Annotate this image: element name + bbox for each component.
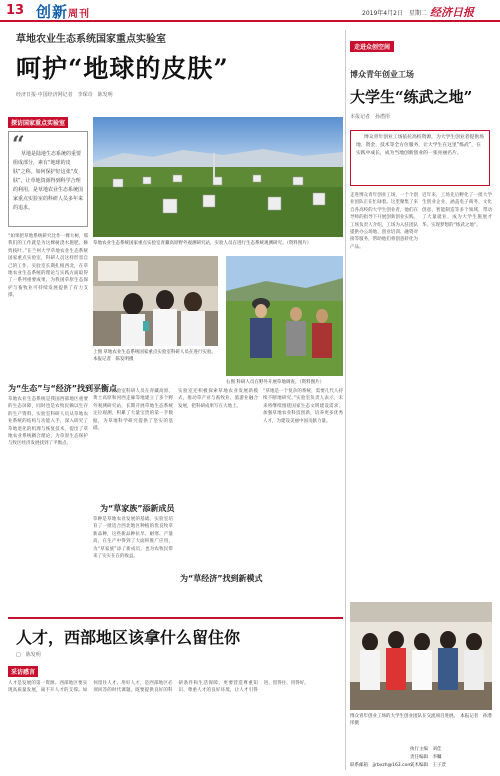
quote-mark-icon: “	[12, 132, 25, 158]
main-body-col1: “如果把草地系统研究比作一棵大树，那我们的工作就是为这棵树浇水施肥、修剪枝叶。”在兰州大学草地农业生态系统国家重点实验室，科研人员这样形容自己的工作。实验室长期扎根西北，在草地农业生态系统的理论与实践方面取得了一系列重要成果，为我国草原生态保护与畜牧业可持续发展提供了有力支撑。	[8, 234, 88, 299]
editor-line: 美术编辑 王子萱	[410, 763, 446, 768]
masthead	[0, 0, 500, 22]
main-body-col1b: 草地农业生态系统是我国西部地区重要的生态屏障，同时也是农牧民赖以生存的生产资料。实验室科研人员从草地农业系统的结构与功能入手，深入研究了草地退化的机理与恢复技术，提出了草地农业系统耦合理论，为草原生态保护与牧区经济发展找到了平衡点。	[8, 397, 88, 447]
editor-info	[410, 746, 442, 762]
main-body-col3: 实验室还积极探索草地农业发展新模式，推动草产业与畜牧业、旅游业融合发展，把科研成果写在大地上。	[178, 389, 258, 409]
section-name	[36, 1, 90, 22]
field-photo	[226, 256, 343, 376]
subhead-3: 为“草经济”找到新模式	[180, 574, 263, 583]
lab-photo-image	[93, 256, 218, 346]
startup-photo-image	[350, 602, 492, 710]
bottom-article-title: 人才，西部地区该拿什么留住你	[16, 628, 241, 647]
subhead-1: 为“生态”与“经济”找到平衡点	[8, 384, 118, 393]
startup-photo	[350, 602, 492, 710]
right-article-lead: 博众青年创业工场依托高校资源，为大学生创业者提供场地、资金、技术等全方位服务，让大学生在这里“练武”，在实践中成长，成为当地创新创业的一张亮丽名片。	[350, 130, 490, 186]
main-article-subtitle: 草地农业生态系统国家重点实验室	[16, 34, 166, 45]
right-article-byline: 本报记者 孙潜彤	[350, 114, 391, 120]
bottom-article-body: 人才是发展的第一资源。西部地区要实现高质量发展，离不开人才的支撑。如何留住人才、用好人才，是西部地区必须回答的时代课题。既要提供良好的科研条件和生活保障，更要营造尊重知识、尊重人才的良好环境，让人才引得进、留得住、用得好。	[8, 681, 309, 694]
section-suffix: 周刊	[68, 9, 91, 20]
column-divider	[345, 30, 346, 770]
right-column-label: 走进众创空间	[350, 41, 394, 52]
grassland-photo	[93, 117, 343, 237]
page-number: 13	[6, 3, 25, 18]
photo3-caption: 右图 科研人员在野外开展草地调查。（资料图片）	[226, 380, 325, 385]
bottom-article-byline: □ 陈发明	[16, 652, 41, 658]
photo2-caption: 上图 草地农业生态系统国家重点实验室科研人员在进行实验。 本报记者 陈发明摄	[93, 350, 219, 362]
intro-text: 草地是陆地生态系统的重要组成部分，素有“地球的皮肤”之称。如何保护好这张“皮肤”，让草地资源得到科学合理的利用，是草地农业生态系统国家重点实验室的科研人员多年来的追求。	[13, 151, 84, 211]
main-body-col4: “草地是一个复杂的系统，需要几代人持续不断地研究。”实验室负责人表示，未来将继续围绕国家生态文明建设需求，加强草地农业科技创新，培养更多优秀人才，为建设美丽中国贡献力量。	[263, 389, 343, 424]
right-body-col2: 近年来，工场先后孵化了一批大学生创业企业，涵盖电子商务、文化创意、智能制造等多个领域，带动了大量就业，成为大学生施展才华、实现梦想的“练武之地”。	[422, 193, 492, 228]
editor-line: 联系邮箱 jjrbxzh@163.com	[350, 763, 412, 768]
right-body-col1: 走进博众青年创业工场，一个个创业团队正在忙碌着。这里聚集了来自各高校的大学生创业者，他们在导师的指导下开展创新创业实践。工场负责人介绍，工场为入驻团队提供办公场地、创业培训、融资对接等服务，帮助他们将创意转化为产品。	[350, 193, 418, 250]
right-article-title: 大学生“练武之地”	[350, 88, 473, 106]
editor-info-3	[350, 762, 412, 770]
lab-photo	[93, 256, 218, 346]
startup-photo-caption: 博众青年创业工场的大学生创业团队在交流项目进展。 本报记者 孙潜彤摄	[350, 714, 492, 726]
field-photo-image	[226, 256, 343, 376]
main-article-byline: 经济日报·中国经济网记者 李琛奇 陈发明	[16, 92, 113, 98]
issue-date: 2019年4月2日 星期二	[362, 10, 427, 17]
editor-line: 执行主编 刘佳	[410, 747, 442, 752]
editor-line: 责任编辑 李瞩	[410, 755, 442, 760]
subhead-2: 为“草家族”添新成员	[100, 504, 175, 513]
section-divider	[8, 617, 343, 619]
photo1-caption: 草地农业生态系统国家重点实验室青藏高原野外观测研究站，实验人员在进行生态系统观测研究。（资料图片）	[93, 241, 312, 246]
intro-box	[8, 131, 88, 227]
editor-info-2	[410, 762, 446, 770]
section-title: 创新	[36, 3, 69, 21]
bottom-column-label: 采访感言	[8, 666, 38, 677]
grassland-photo-image	[93, 117, 343, 237]
main-body-col2: 多年来，实验室科研人员在青藏高原、黄土高原和河西走廊等地建立了多个野外观测研究站，长期开展草地生态系统定位观测，积累了大量宝贵的第一手数据，为草地科学研究提供了坚实的基础。	[93, 389, 173, 432]
paper-name: 经济日报	[430, 6, 474, 19]
column-label: 探访国家重点实验室	[8, 117, 68, 128]
main-body-col2b: 草种是草地农业发展的基础。实验室培育了一批适合西北地区种植的优良牧草新品种，这些新品种抗旱、耐寒、产量高，在生产中得到了大面积推广应用，为“草家族”添了新成员，也为农牧民带来了实实在在的收益。	[93, 517, 173, 560]
main-article-title: 呵护“地球的皮肤”	[16, 54, 229, 83]
right-article-subtitle: 博众青年创业工场	[350, 70, 414, 79]
